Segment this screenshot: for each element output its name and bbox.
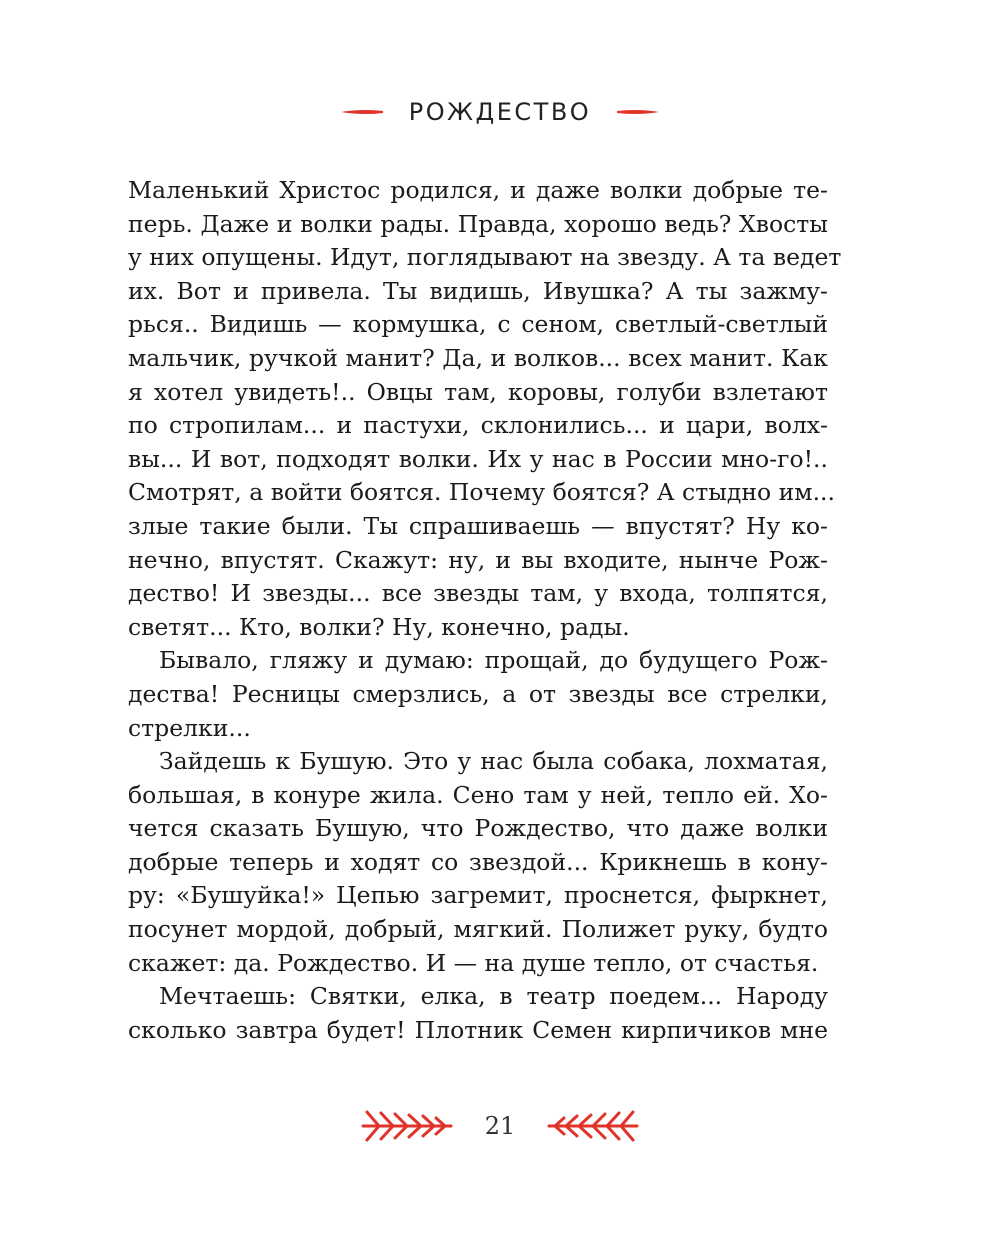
text-line: Бывало, гляжу и думаю: прощай, до будущего Рож- [159,646,828,675]
right-branch-ornament-icon [547,1108,639,1144]
header-dash-right-ornament [617,108,659,116]
text-line: я хотел увидеть!.. Овцы там, коровы, голуби взлетают [128,377,828,406]
text-line: злые такие были. Ты спрашиваешь — впустят? Ну ко- [128,511,828,540]
body-text [128,174,842,1047]
text-line: по стропилам... и пастухи, склонились... и цари, волх- [128,411,828,440]
text-line: дества! Ресницы смерзлись, а от звезды все стрелки, [128,679,828,708]
text-line: нечно, впустят. Скажут: ну, и вы входите, нынче Рож- [128,545,828,574]
text-line: стрелки... [128,713,251,742]
text-line: чется сказать Бушую, что Рождество, что даже волки [128,814,828,843]
page-footer [0,1104,1000,1148]
text-line: сколько завтра будет! Плотник Семен кирпичиков мне [128,1015,828,1044]
running-header [0,94,1000,130]
page-number: 21 [484,1112,516,1140]
text-line: посунет мордой, добрый, мягкий. Полижет руку, будто [128,915,828,944]
text-line: добрые теперь и ходят со звездой... Крикнешь в кону- [128,847,828,876]
left-branch-ornament-icon [361,1108,453,1144]
text-line: большая, в конуре жила. Сено там у ней, тепло ей. Хо- [128,780,828,809]
text-line: Зайдешь к Бушую. Это у нас была собака, лохматая, [159,747,828,776]
text-line: светят... Кто, волки? Ну, конечно, рады. [128,612,630,641]
text-line: вы... И вот, подходят волки. Их у нас в России мно-го!.. [128,444,828,473]
paragraph [128,745,828,980]
header-dash-left-ornament [341,108,383,116]
paragraph [128,174,842,644]
text-line: Смотрят, а войти боятся. Почему боятся? А стыдно им... [128,478,835,507]
text-line: скажет: да. Рождество. И — на душе тепло, от счастья. [128,948,819,977]
text-line: перь. Даже и волки рады. Правда, хорошо ведь? Хвосты [128,209,828,238]
text-line: их. Вот и привела. Ты видишь, Ивушка? А ты зажму- [128,276,828,305]
text-line: Мечтаешь: Святки, елка, в театр поедем... Народу [159,982,828,1011]
text-line: у них опущены. Идут, поглядывают на звезду. А та ведет [128,243,842,272]
chapter-title: РОЖДЕСТВО [408,98,592,126]
text-line: ру: «Бушуйка!» Цепью загремит, проснется, фыркнет, [128,881,828,910]
text-line: дество! И звезды... все звезды там, у входа, толпятся, [128,579,828,608]
paragraph [128,980,828,1047]
text-line: мальчик, ручкой манит? Да, и волков... всех манит. Как [128,343,828,372]
paragraph [128,644,828,745]
text-line: рься.. Видишь — кормушка, с сеном, светлый-светлый [128,310,828,339]
text-line: Маленький Христос родился, и даже волки добрые те- [128,176,828,204]
